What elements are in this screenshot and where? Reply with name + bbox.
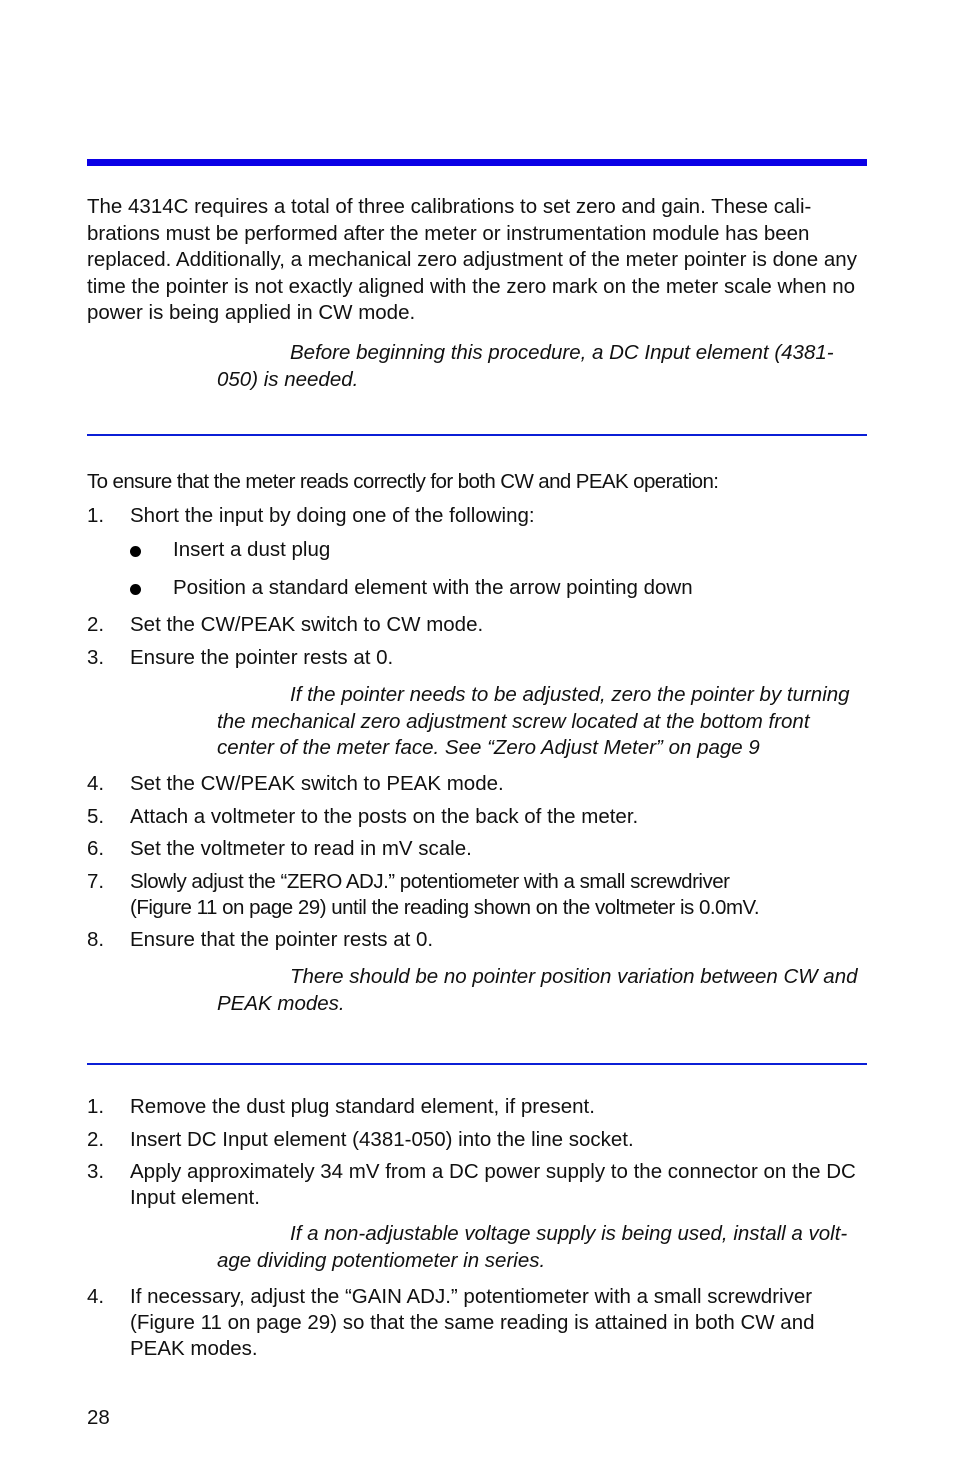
- step-number: 4.: [87, 772, 105, 795]
- bullet-icon: [130, 546, 141, 557]
- step-text: [130, 869, 867, 921]
- step-number: 4.: [87, 1285, 105, 1308]
- note-voltage-supply: If a non-adjustable voltage supply is being used, install a volt-age dividing potentiometer in series.: [217, 1222, 848, 1272]
- bullet-icon: [130, 584, 141, 595]
- step-number: 3.: [87, 646, 105, 669]
- step-text: Ensure that the pointer rests at 0.: [130, 928, 434, 951]
- step-text: Remove the dust plug standard element, if present.: [130, 1095, 595, 1118]
- note-pointer-adjust: If the pointer needs to be adjusted, zero the pointer by turning the mechanical zero adjustment screw located at the bottom front center of the meter face. See “Zero Adjust Meter” on page 9: [217, 683, 850, 759]
- bullet-text: Position a standard element with the arrow pointing down: [173, 576, 693, 599]
- step-number: 1.: [87, 1095, 105, 1118]
- step-number: 2.: [87, 613, 105, 636]
- step-number: 5.: [87, 805, 105, 828]
- note-dc-input: Before beginning this procedure, a DC Input element (4381-050) is needed.: [217, 341, 834, 391]
- step-number: 1.: [87, 504, 105, 527]
- step-text: Set the CW/PEAK switch to PEAK mode.: [130, 772, 504, 795]
- step-text: Attach a voltmeter to the posts on the back of the meter.: [130, 805, 639, 828]
- step-number: 6.: [87, 837, 105, 860]
- step-text: Short the input by doing one of the following:: [130, 504, 535, 527]
- step-text: Set the voltmeter to read in mV scale.: [130, 837, 472, 860]
- page-number: 28: [87, 1406, 110, 1429]
- step-number: 7.: [87, 870, 105, 893]
- step-number: 2.: [87, 1128, 105, 1151]
- section-rule-top: [87, 159, 867, 166]
- step-text: Set the CW/PEAK switch to CW mode.: [130, 613, 484, 636]
- section-rule-zero: [87, 434, 867, 436]
- step-text-line: (Figure 11 on page 29) until the reading shown on the voltmeter is 0.0mV.: [130, 896, 760, 919]
- step-text-line: Slowly adjust the “ZERO ADJ.” potentiometer with a small screwdriver: [130, 870, 730, 893]
- section-rule-gain: [87, 1063, 867, 1065]
- intro-paragraph: The 4314C requires a total of three calibrations to set zero and gain. These cali-brations must be performed after the meter or instrumentation module has been replaced. Additionally, a mechanical zero adjustment of the meter pointer is done any time the pointer is not exactly aligned with the zero mark on the meter scale when no power is being applied in CW mode.: [87, 195, 857, 324]
- step-number: 3.: [87, 1160, 105, 1183]
- step-text: Ensure the pointer rests at 0.: [130, 646, 394, 669]
- step-text: If necessary, adjust the “GAIN ADJ.” potentiometer with a small screwdriver (Figure 11 on page 29) so that the same reading is attained in both CW and PEAK modes.: [130, 1285, 815, 1360]
- step-number: 8.: [87, 928, 105, 951]
- step-text: Insert DC Input element (4381-050) into the line socket.: [130, 1128, 634, 1151]
- bullet-text: Insert a dust plug: [173, 538, 331, 561]
- zero-procedure-lead: To ensure that the meter reads correctly for both CW and PEAK operation:: [87, 470, 719, 493]
- note-pointer-variation: There should be no pointer position variation between CW and PEAK modes.: [217, 965, 858, 1015]
- step-text: Apply approximately 34 mV from a DC power supply to the connector on the DC Input element.: [130, 1160, 856, 1209]
